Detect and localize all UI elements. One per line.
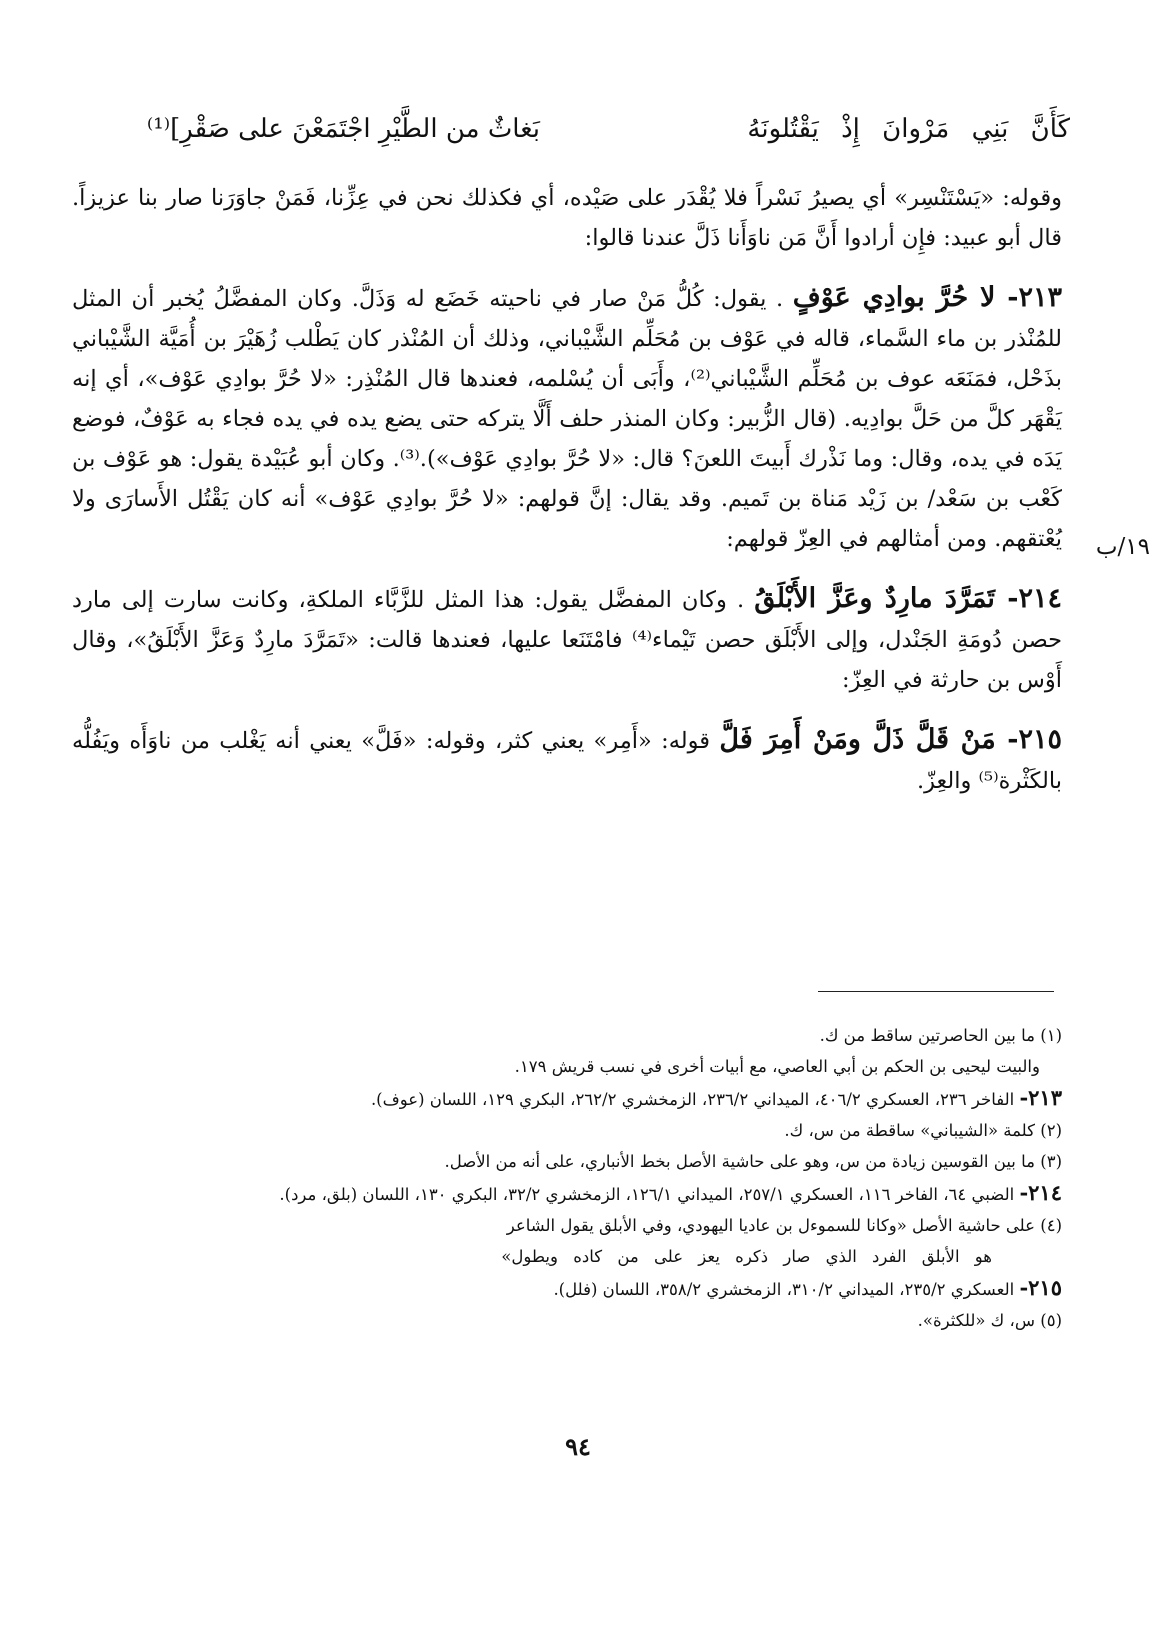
main-text xyxy=(72,178,1062,801)
reference-213 xyxy=(72,1082,1062,1115)
verse-second-hemistich: بَغاثٌ من الطَّيْرِ اجْتَمَعْنَ على صَقْرِ]⁽¹⁾ xyxy=(146,114,540,144)
verse-line xyxy=(70,108,1070,158)
reference-text: الفاخر ٢٣٦، العسكري ٤٠٦/٢، الميداني ٢٣٦/٢، الزمخشري ٢٦٢/٢، البكري ١٢٩، اللسان (عوف). xyxy=(370,1090,1015,1109)
reference-text: الضبي ٦٤، الفاخر ١١٦، العسكري ٢٥٧/١، الميداني ١٢٦/١، الزمخشري ٣٢/٢، البكري ١٣٠، اللسان (بلق، مرد). xyxy=(279,1185,1015,1204)
margin-folio-note: ١٩/ب xyxy=(1095,534,1150,560)
footnote-4: (٤) على حاشية الأصل «وكانا للسموءل بن عاديا اليهودي، وفي الأبلق يقول الشاعر xyxy=(506,1216,1062,1235)
footnote-1-source: والبيت ليحيى بن الحكم بن أبي العاصي، مع أبيات أخرى في نسب قريش ١٧٩. xyxy=(514,1057,1040,1076)
footnote-2: (٢) كلمة «الشيباني» ساقطة من س، ك. xyxy=(784,1121,1062,1140)
reference-number: ٢١٤- xyxy=(1019,1180,1062,1205)
entry-body: . يقول: كُلُّ مَنْ صار في ناحيته خَضَع له وَذَلَّ. وكان المفضَّلُ يُخبر أن المثل للمُنْذر بن ماء السَّماء، قاله في عَوْف بن مُحَلِّم الشَّيْباني، وذلك أن المُنْذر كان يَطْلب زُهَيْرَ بن أُمَيَّة الشَّيْباني بذَحْل، فمَنَعَه عوف بن مُحَلِّم الشَّيْباني⁽²⁾، وأَبَى أن يُسْلمه، فعندها قال المُنْذِر: «لا حُرَّ بوادِي عَوْف»، أي إنه يَقْهَر كلَّ من حَلَّ بوادِيه. (قال الزُّبير: وكان المنذر حلف أَلَّا يتركه حتى يضع يده في يده فجاء به عَوْفٌ، فوضع يَدَه في يده، وقال: وما نَذْرك أَبيتَ اللعنَ؟ قال: «لا حُرَّ بوادِي عَوْف»).⁽³⁾. وكان أبو عُبَيْدة يقول: هو عَوْف بن كَعْب بن سَعْد/ بن زَيْد مَناة بن تَميم. وقد يقال: إنَّ قولهم: «لا حُرَّ بوادِي عَوْف» أنه كان يَقْتُل الأَسارَى ولا يُعْتقهم. ومن أمثالهم في العِزّ قولهم: xyxy=(72,286,1062,552)
reference-number: ٢١٥- xyxy=(1019,1275,1062,1300)
proverb-heading: ٢١٣- لا حُرَّ بوادِي عَوْفٍ xyxy=(792,282,1063,313)
intro-paragraph: وقوله: «يَسْتَنْسِر» أي يصيرُ نَسْراً فلا يُقْدَر على صَيْده، أي فكذلك نحن في عِزِّنا، فَمَنْ جاوَرَنا صار بنا عزيزاً. قال أبو عبيد: فإِن أرادوا أَنَّ مَن ناوَأَنا ذَلَّ عندنا قالوا: xyxy=(72,185,1062,251)
footnotes xyxy=(72,1020,1062,1336)
proverb-heading: ٢١٤- تَمَرَّدَ مارِدٌ وعَزَّ الأَبْلَقُ xyxy=(754,583,1062,614)
footnote-1: (١) ما بين الحاصرتين ساقط من ك. xyxy=(819,1026,1062,1045)
footnote-3: (٣) ما بين القوسين زيادة من س، وهو على حاشية الأصل بخط الأنباري، على أنه من الأصل. xyxy=(444,1152,1062,1171)
proverb-heading: ٢١٥- مَنْ قَلَّ ذَلَّ ومَنْ أَمِرَ فَلَّ xyxy=(719,724,1063,755)
footnote-divider xyxy=(818,991,1054,992)
entry-214 xyxy=(72,579,1062,700)
entry-213 xyxy=(72,278,1062,559)
entry-215 xyxy=(72,720,1062,801)
entry-body: . وكان المفضَّل يقول: هذا المثل للزَّبَّاء الملكةِ، وكانت سارت إلى مارد حصن دُومَةِ الجَنْدل، وإلى الأَبْلَق حصن تَيْماء⁽⁴⁾ فامْتَنَعا عليها، فعندها قالت: «تَمَرَّدَ مارِدٌ وَعَزَّ الأَبْلَقُ»، وقال أَوْس بن حارثة في العِزّ: xyxy=(72,587,1062,693)
entry-body: قوله: «أَمِر» يعني كثر، وقوله: «فَلَّ» يعني أنه يَغْلب من ناوَأَه ويَفُلُّه بالكَثْرة⁽⁵⁾ والعِزّ. xyxy=(72,728,1062,794)
footnote-5: (٥) س، ك «للكثرة». xyxy=(917,1311,1062,1330)
footnote-4-poem: هو الأبلق الفرد الذي صار ذكره يعز على من كاده ويطول» xyxy=(501,1247,992,1266)
page-number: ٩٤ xyxy=(565,1432,591,1461)
reference-text: العسكري ٢٣٥/٢، الميداني ٣١٠/٢، الزمخشري ٣٥٨/٢، اللسان (فلل). xyxy=(553,1280,1015,1299)
reference-215 xyxy=(72,1272,1062,1305)
reference-number: ٢١٣- xyxy=(1019,1085,1062,1110)
verse-first-hemistich: كَأَنَّ بَنِي مَرْوانَ إِذْ يَقْتُلونَهُ xyxy=(747,114,1070,144)
reference-214 xyxy=(72,1177,1062,1210)
